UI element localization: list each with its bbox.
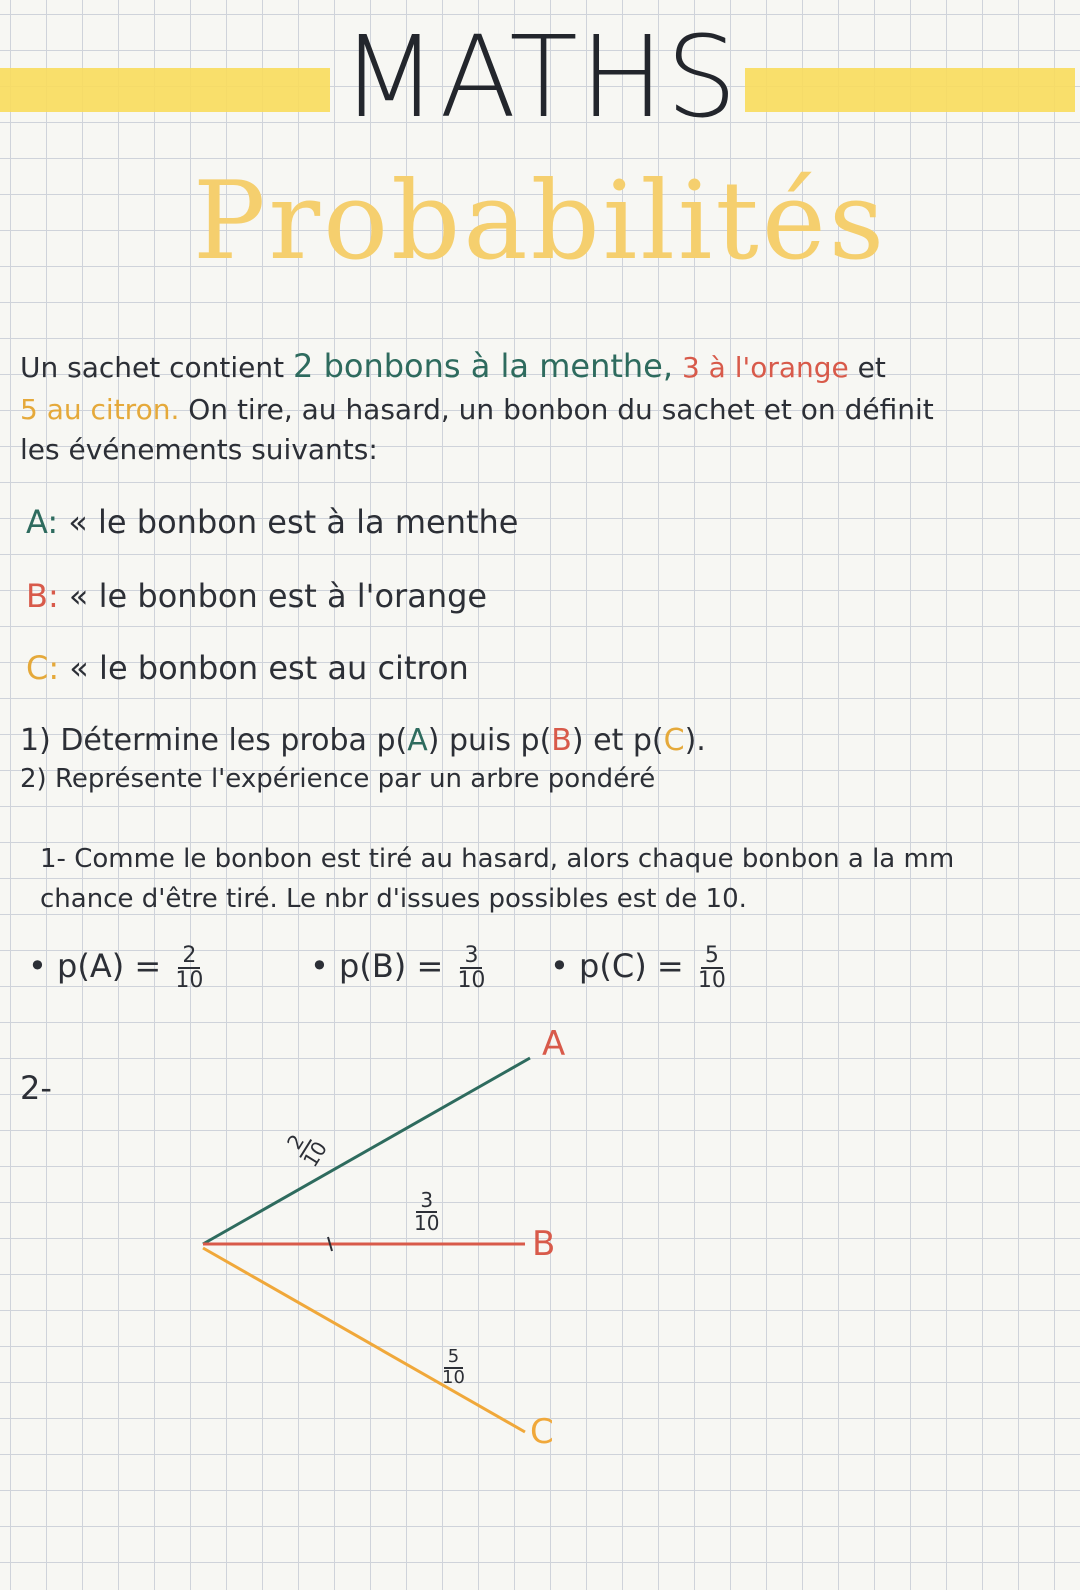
answer-1-text-1: 1- Comme le bonbon est tiré au hasard, alors chaque bonbon a la mm xyxy=(40,844,955,874)
intro-text: Un sachet contient xyxy=(20,351,285,384)
branch-b-fraction xyxy=(414,1190,439,1234)
q1-c: C xyxy=(663,723,685,758)
event-c-text: « le bonbon est au citron xyxy=(69,649,469,687)
branch-b-num: 3 xyxy=(416,1190,437,1213)
intro-text-3: les événements suivants: xyxy=(20,433,378,466)
branch-a-num: 2 xyxy=(282,1128,312,1158)
branch-a-line xyxy=(203,1058,530,1244)
intro-orange: 3 à l'orange xyxy=(681,351,849,384)
branch-b-den: 10 xyxy=(414,1211,440,1235)
branch-c-num: 5 xyxy=(444,1348,463,1369)
event-a-text: « le bonbon est à la menthe xyxy=(68,503,519,541)
leaf-a: A xyxy=(542,1024,566,1064)
probability-c-num: 5 xyxy=(701,944,723,969)
event-b-text: « le bonbon est à l'orange xyxy=(68,577,488,615)
intro-text-2: On tire, au hasard, un bonbon du sachet et on définit xyxy=(188,393,934,426)
branch-c-line xyxy=(203,1248,525,1432)
q1-part-c: ) et p( xyxy=(571,723,664,758)
answer-1-text-2: chance d'être tiré. Le nbr d'issues possibles est de 10. xyxy=(40,884,747,914)
q1-part-d: ). xyxy=(684,723,706,758)
probability-a-num: 2 xyxy=(178,944,200,969)
leaf-b: B xyxy=(532,1224,556,1264)
probability-a-label: • p(A) = xyxy=(28,947,162,986)
branch-b-weight xyxy=(410,1190,439,1234)
q2-text: 2) Représente l'expérience par un arbre pondéré xyxy=(20,764,656,794)
event-b-key: B: xyxy=(26,577,59,615)
leaf-c: C xyxy=(530,1412,554,1452)
probability-c-den: 10 xyxy=(697,968,726,994)
probability-b-num: 3 xyxy=(460,944,482,969)
probability-b-den: 10 xyxy=(457,968,486,994)
q1-part-b: ) puis p( xyxy=(427,723,552,758)
q1-b: B xyxy=(551,723,572,758)
probability-a-den: 10 xyxy=(175,968,204,994)
branch-a-den: 10 xyxy=(298,1136,333,1172)
branch-c-den: 10 xyxy=(442,1366,465,1388)
branch-c-weight xyxy=(438,1348,465,1388)
page-title: MATHS xyxy=(340,13,740,143)
branch-c-fraction xyxy=(442,1348,465,1388)
probability-c-label: • p(C) = xyxy=(550,947,684,986)
q1-a: A xyxy=(407,723,428,758)
answer-2-label: 2- xyxy=(20,1069,52,1107)
probability-b-label: • p(B) = xyxy=(310,947,444,986)
intro-citron: 5 au citron. xyxy=(20,393,180,426)
intro-mint: 2 bonbons à la menthe, xyxy=(293,347,674,385)
event-c-key: C: xyxy=(26,649,60,687)
intro-and: et xyxy=(857,351,886,384)
page-subtitle: Probabilités xyxy=(192,159,888,284)
q1-part-a: 1) Détermine les proba p( xyxy=(20,723,408,758)
event-a-key: A: xyxy=(26,503,59,541)
